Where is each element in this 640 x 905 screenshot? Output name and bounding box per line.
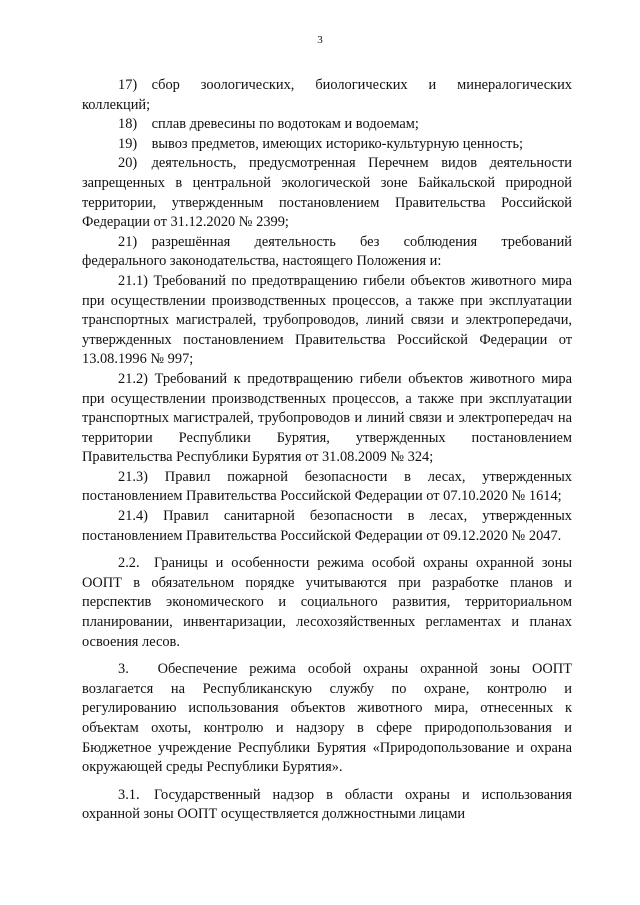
list-item-19: 19) вывоз предметов, имеющих историко-культурную ценность;	[118, 135, 524, 152]
list-item-17: 17) сбор зоологических, биологических и минералогических коллекций;	[82, 77, 572, 113]
sub-item-21-4: 21.4) Правил санитарной безопасности в лесах, утвержденных постановлением Правительства Российской Федерации от 09.12.2020 № 2047.	[82, 508, 572, 544]
list-item-21: 21) разрешённая деятельность без соблюдения требований федерального законодательства, настоящего Положения и:	[82, 233, 572, 270]
section-3: 3. Обеспечение режима особой охраны охранной зоны ООПТ возлагается на Республиканскую службу по охране, контролю и регулированию использования объектов животного мира, отнесенных к объектам охоты, контролю и надзору в сфере природопользования и Бюджетное учреждение Республики Бурятия «Природопользование и охрана окружающей среды Республики Бурятия».	[82, 661, 572, 776]
sub-item-21-1: 21.1) Требований по предотвращению гибели объектов животного мира при осуществлении производственных процессов, а также при эксплуатации транспортных магистралей, трубопроводов, линий связи и электропередачи, утвержденных постановлением Правительства Российской Федерации от 13.08.1996 № 997;	[82, 272, 572, 368]
page-number: 3	[317, 34, 323, 46]
sub-item-21-2: 21.2) Требований к предотвращению гибели объектов животного мира при осуществлении производственных процессов, а также при эксплуатации транспортных магистралей, трубопроводов и линий связи и электропередач на территории Республики Бурятия, утвержденных постановлением Правительства Республики Бурятия от 31.08.2009 № 324;	[82, 370, 572, 466]
list-item-18: 18) сплав древесины по водотокам и водоемам;	[118, 116, 419, 133]
list-item-20: 20) деятельность, предусмотренная Перечнем видов деятельности запрещенных в центральной экологической зоне Байкальской природной территории, утвержденным постановлением Правительства Российской Федерации от 31.12.2020 № 2399;	[82, 155, 572, 231]
document-body	[82, 76, 572, 825]
section-3-1: 3.1. Государственный надзор в области охраны и использования охранной зоны ООПТ осуществляется должностными лицами	[82, 786, 572, 823]
sub-item-21-3: 21.3) Правил пожарной безопасности в лесах, утвержденных постановлением Правительства Российской Федерации от 07.10.2020 № 1614;	[82, 468, 572, 505]
section-2-2: 2.2. Границы и особенности режима особой охраны охранной зоны ООПТ в обязательном порядке учитываются при разработке планов и перспектив экономического и социального развития, территориальном планировании, инвентаризации, лесохозяйственных регламентах и планах освоения лесов.	[82, 555, 572, 650]
